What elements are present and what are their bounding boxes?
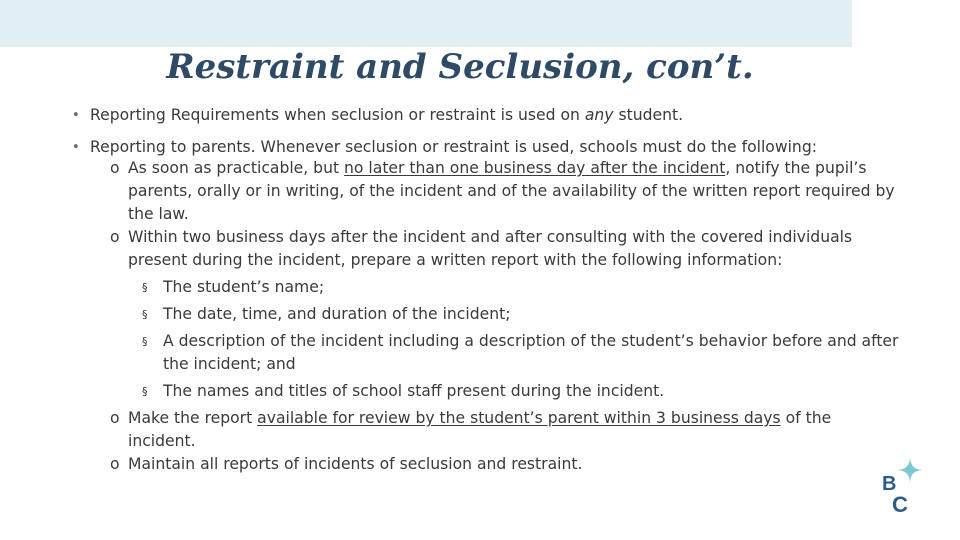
report-item-text: A description of the incident including a description of the student’s behavior before and after the incident; and	[163, 332, 899, 373]
sub-text-post: of the incident.	[128, 409, 832, 450]
logo-letter-c: C	[892, 492, 908, 516]
sub-marker: o	[110, 228, 120, 246]
report-item-name	[72, 276, 902, 299]
bullet-text-pre: Reporting Requirements when seclusion or restraint is used on	[90, 106, 585, 124]
sparkle-icon	[898, 458, 922, 482]
report-item-staff	[72, 380, 902, 403]
sub-item-maintain	[72, 453, 902, 476]
report-item-text: The names and titles of school staff present during the incident.	[163, 382, 665, 400]
bullet-reporting-requirements	[72, 104, 902, 127]
sub-marker: o	[110, 159, 120, 177]
section-marker: §	[142, 308, 148, 321]
slide-body	[72, 104, 902, 476]
sub-text: Within two business days after the incident and after consulting with the covered individuals present during the incident, prepare a written report with the following information:	[128, 228, 853, 269]
slide-title: Restraint and Seclusion, con’t.	[166, 47, 754, 87]
header-band	[0, 0, 852, 47]
report-item-description	[72, 330, 902, 376]
sub-text-underline: no later than one business day after the incident	[344, 159, 726, 177]
sub-marker: o	[110, 409, 120, 427]
sub-item-available	[72, 407, 902, 453]
sub-text: Maintain all reports of incidents of seclusion and restraint.	[128, 455, 583, 473]
sub-text-pre: Make the report	[128, 409, 258, 427]
bullet-text-post: student.	[613, 106, 684, 124]
section-marker: §	[142, 335, 148, 348]
bullet-reporting-to-parents	[72, 136, 902, 159]
bc-logo	[876, 456, 926, 516]
logo-letter-b: B	[882, 473, 897, 495]
sub-list	[72, 157, 902, 476]
section-marker: §	[142, 385, 148, 398]
sub-marker: o	[110, 455, 120, 473]
sub-text-underline: available for review by the student’s parent within 3 business days	[257, 409, 781, 427]
sub-text-post: , notify the pupil’s parents, orally or in writing, of the incident and of the availability of the written report required by the law.	[128, 159, 895, 223]
bullet-marker: •	[72, 140, 80, 155]
bullet-marker: •	[72, 108, 80, 123]
sub-text-pre: As soon as practicable, but	[128, 159, 345, 177]
report-item-text: The student’s name;	[163, 278, 325, 296]
bullet-text: Reporting to parents. Whenever seclusion or restraint is used, schools must do the following:	[90, 138, 817, 156]
report-item-date	[72, 303, 902, 326]
bullet-text-emphasis: any	[584, 106, 614, 124]
sub-item-notify	[72, 157, 902, 226]
report-item-text: The date, time, and duration of the incident;	[163, 305, 511, 323]
sub-item-written-report	[72, 226, 902, 272]
section-marker: §	[142, 281, 148, 294]
